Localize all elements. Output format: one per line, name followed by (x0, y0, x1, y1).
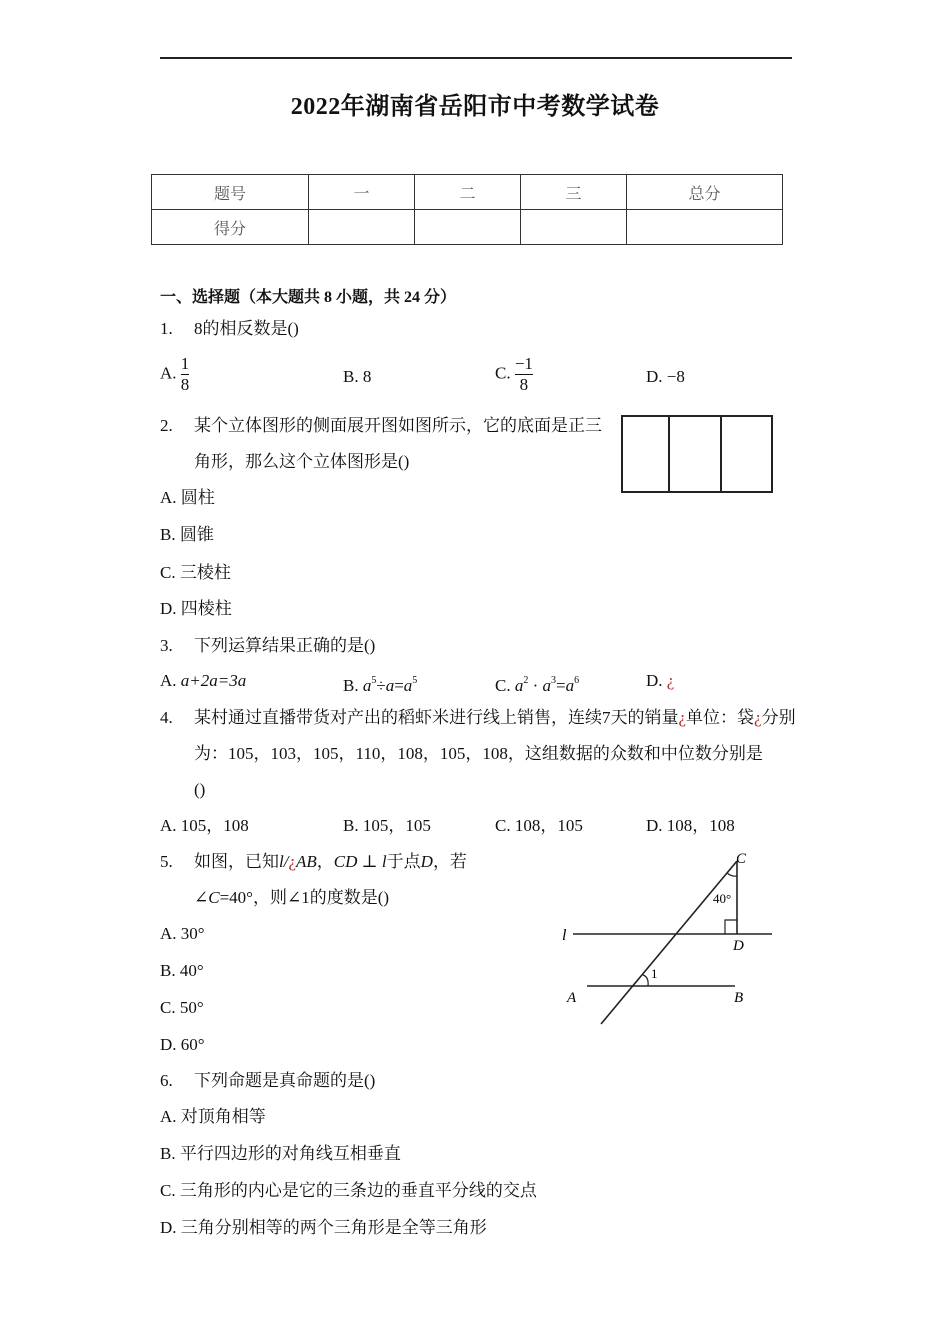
q3-option-d (646, 670, 674, 692)
question-4 (160, 707, 796, 729)
option-label: C. (495, 363, 511, 383)
fraction (181, 354, 190, 395)
table-row-label: 得分 (152, 210, 309, 245)
question-2 (160, 415, 602, 437)
q6-option-a: A. 对顶角相等 (160, 1107, 266, 1126)
exponent: 5 (371, 675, 377, 686)
math-symbol: ⊥ (357, 852, 382, 871)
table-header-cell: 二 (415, 175, 521, 210)
transversal (601, 861, 737, 1024)
option-label: D. (646, 671, 663, 690)
question-text: ， (316, 852, 334, 871)
fraction (515, 354, 533, 395)
q2-option-b: B. 圆锥 (160, 525, 214, 544)
label-a: A (567, 990, 577, 1006)
question-1 (160, 318, 299, 340)
q2-option-d: D. 四棱柱 (160, 599, 232, 618)
table-header-cell: 一 (309, 175, 415, 210)
question-number: 1. (160, 319, 173, 338)
question-number: 4. (160, 708, 173, 727)
question-text: 某村通过直播带货对产出的稻虾米进行线上销售，连续7天的销量 (194, 708, 679, 727)
label-c: C (736, 851, 747, 867)
question-2-line2: 角形，那么这个立体图形是() (194, 452, 410, 471)
score-cell (309, 210, 415, 245)
q4-option-b: B. 105，105 (343, 816, 431, 835)
math-symbol: / (283, 852, 289, 871)
math-symbol: AB (296, 852, 317, 871)
q3-option-c: C. $a^2 \cdot a^3=a^6$ (495, 675, 580, 695)
right-angle-mark (725, 920, 737, 934)
q2-option-a: A. 圆柱 (160, 488, 215, 507)
q6-option-c: C. 三角形的内心是它的三条边的垂直平分线的交点 (160, 1181, 537, 1200)
table-header-cell: 题号 (152, 175, 309, 210)
math-symbol: l (381, 852, 387, 871)
question-text: 下列运算结果正确的是() (194, 636, 376, 655)
q6-option-d: D. 三角分别相等的两个三角形是全等三角形 (160, 1218, 487, 1237)
math-symbol: C (208, 888, 220, 907)
numerator: −1 (514, 354, 533, 373)
math-symbol: D (420, 852, 433, 871)
table-header-cell: 总分 (627, 175, 783, 210)
question-number: 2. (160, 416, 173, 435)
exponent: 2 (523, 675, 529, 686)
question-text: ，若 (432, 852, 467, 871)
garbled-mark: ¿ (288, 852, 297, 871)
exponent: 3 (551, 675, 557, 686)
table-row (152, 175, 783, 210)
q3-option-b: B. $a^5\div a=a^5$ (343, 675, 418, 695)
q4-option-c: C. 108，105 (495, 816, 583, 835)
question-text: 分别 (761, 708, 796, 727)
question-text: 单位：袋 (686, 708, 755, 727)
q1-option-d: D. −8 (646, 367, 685, 386)
angle-1-arc (643, 975, 648, 986)
question-number: 6. (160, 1071, 173, 1090)
score-cell (415, 210, 521, 245)
option-label: C. (495, 676, 511, 695)
q5-option-d: D. 60° (160, 1035, 205, 1054)
question-text: 某个立体图形的侧面展开图如图所示，它的底面是正三 (194, 416, 602, 435)
question-number: 5. (160, 852, 173, 871)
q5-option-c: C. 50° (160, 998, 204, 1017)
q4-option-a: A. 105，108 (160, 816, 249, 835)
question-text: 8的相反数是() (194, 319, 299, 338)
label-40-degrees: 40° (713, 891, 732, 906)
exponent: 6 (574, 675, 580, 686)
header-rule (160, 57, 792, 59)
garbled-mark: ¿ (754, 708, 762, 727)
page-title: 2022年湖南省岳阳市中考数学试卷 (290, 94, 660, 120)
math-symbol: CD (333, 852, 358, 871)
question-5-line2 (194, 887, 389, 909)
question-number: 3. (160, 636, 173, 655)
numerator: 1 (180, 354, 190, 373)
question-text: =40°，则∠1的度数是() (219, 888, 390, 907)
denominator: 8 (180, 375, 190, 394)
math-symbol: l (279, 852, 284, 871)
score-table (151, 174, 783, 245)
q1-option-b: B. 8 (343, 367, 372, 386)
math-symbol: ∠ (194, 888, 209, 907)
q1-option-c (495, 354, 533, 395)
table-row (152, 210, 783, 245)
q3-option-a (160, 670, 246, 692)
option-label: A. (160, 363, 177, 383)
score-cell (627, 210, 783, 245)
geometry-figure (550, 845, 785, 1035)
q1-option-a (160, 354, 189, 395)
section-heading: 一、选择题（本大题共 8 小题，共 24 分） (160, 289, 457, 306)
q5-option-b: B. 40° (160, 961, 204, 980)
question-6 (160, 1070, 375, 1092)
question-3 (160, 635, 375, 657)
label-b: B (734, 990, 744, 1006)
option-label: A. (160, 671, 177, 690)
label-d: D (733, 938, 744, 954)
net-figure (620, 414, 776, 496)
garbled-mark: ¿ (678, 708, 687, 727)
angle-c-arc (727, 873, 737, 876)
question-4-line3: () (194, 780, 206, 799)
option-label: B. (343, 676, 359, 695)
table-header-cell: 三 (521, 175, 627, 210)
net-outline (622, 416, 772, 492)
q6-option-b: B. 平行四边形的对角线互相垂直 (160, 1144, 401, 1163)
question-5 (160, 851, 467, 873)
question-4-line2: 为：105，103，105，110，108，105，108，这组数据的众数和中位数分别是 (194, 744, 763, 763)
question-text: 下列命题是真命题的是() (194, 1071, 376, 1090)
question-text: 如图，已知 (194, 852, 279, 871)
exponent: 5 (412, 675, 418, 686)
q5-option-a: A. 30° (160, 924, 205, 943)
garbled-mark: ¿ (666, 671, 675, 690)
label-angle-1: 1 (651, 966, 658, 981)
q2-option-c: C. 三棱柱 (160, 563, 231, 582)
q4-option-d: D. 108，108 (646, 816, 735, 835)
math-expression: a+2a=3a (180, 671, 247, 690)
label-l: l (562, 927, 567, 944)
score-cell (521, 210, 627, 245)
question-text: 于点 (386, 852, 421, 871)
denominator: 8 (519, 375, 529, 394)
